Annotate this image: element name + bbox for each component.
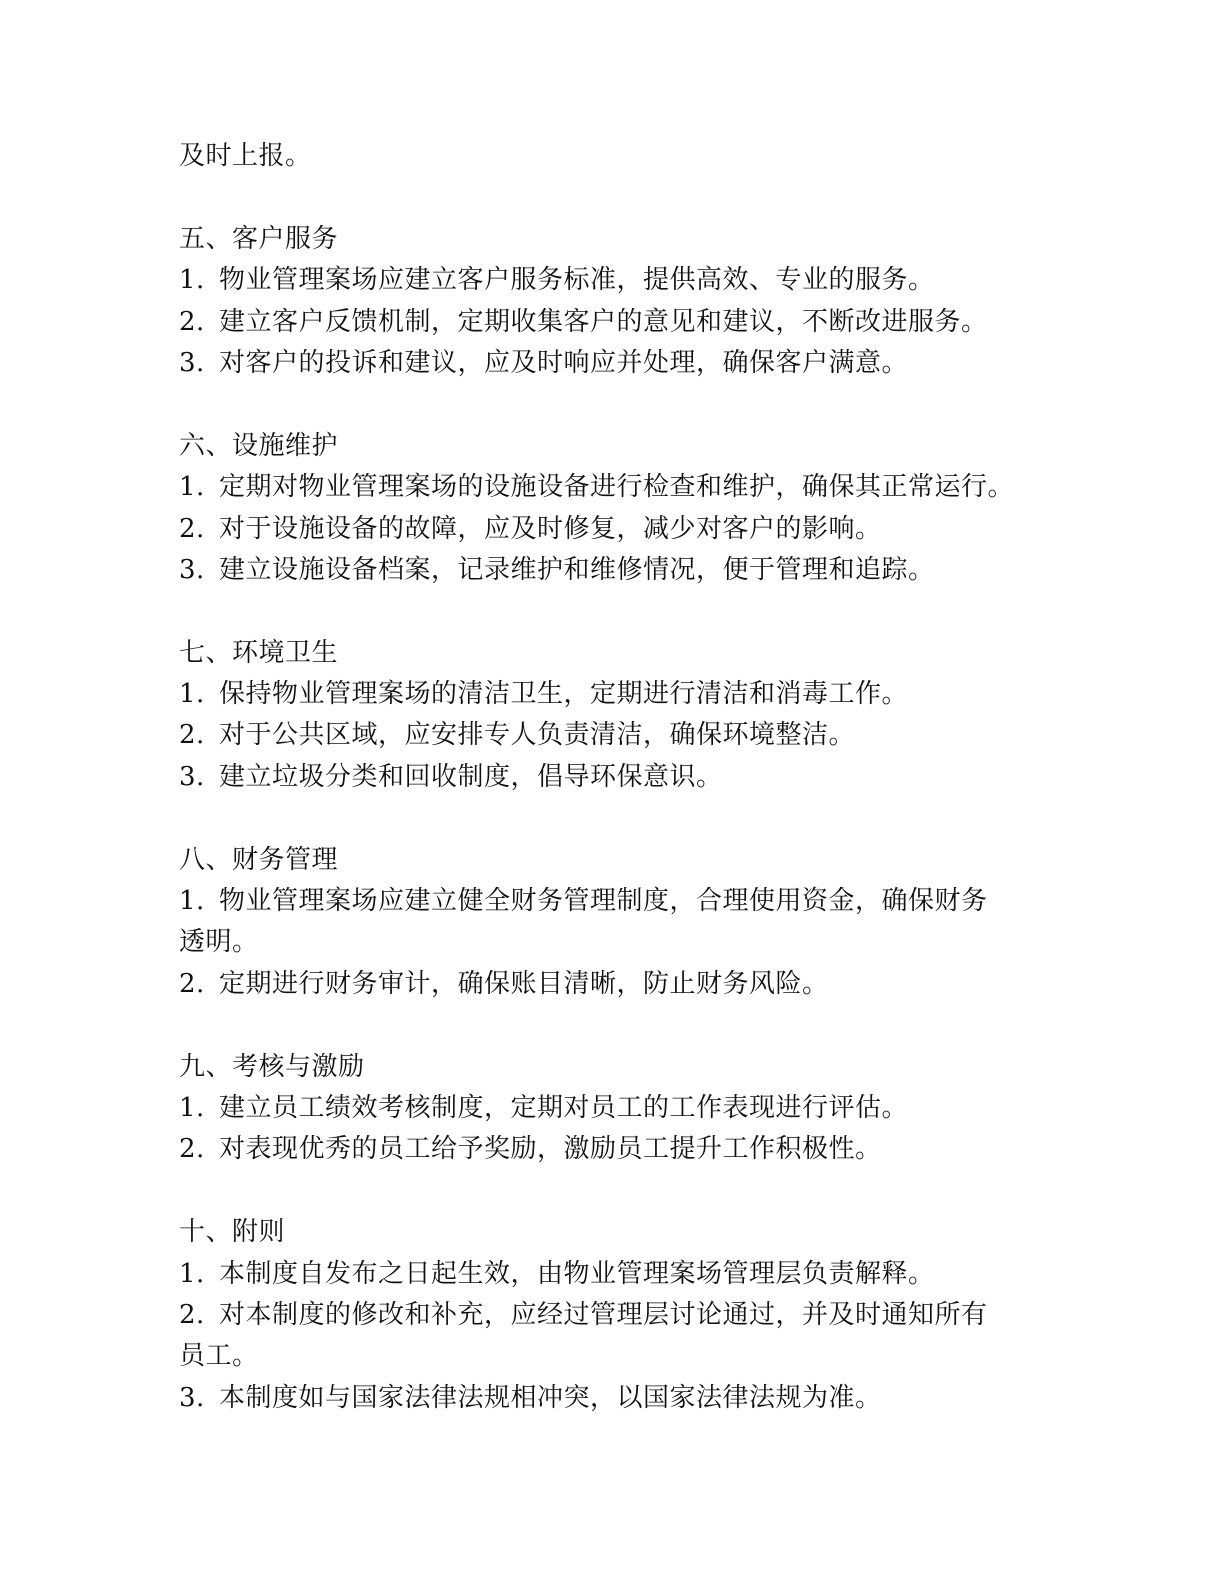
list-item-number: 1. (179, 679, 205, 710)
list-item-number: 2. (179, 1299, 205, 1330)
list-item-number: 3. (179, 1382, 205, 1413)
list-item-text: 对本制度的修改和补充，应经过管理层讨论通过，并及时通知所有 (219, 1299, 988, 1330)
section-heading: 八、财务管理 (179, 844, 339, 875)
paragraph-gap (179, 1171, 1049, 1212)
list-item (179, 509, 1049, 550)
list-item-text: 物业管理案场应建立健全财务管理制度，合理使用资金，确保财务 (219, 886, 988, 917)
list-item-number: 3. (179, 347, 205, 378)
list-item-number: 1. (179, 1258, 205, 1289)
list-item-text: 建立客户反馈机制，定期收集客户的意见和建议，不断改进服务。 (219, 306, 988, 337)
list-item-text: 建立垃圾分类和回收制度，倡导环保意识。 (219, 761, 723, 792)
list-item (179, 1254, 1049, 1295)
list-item-number: 3. (179, 554, 205, 585)
list-item (179, 1088, 1049, 1129)
list-item (179, 260, 1049, 301)
list-item-text: 对于公共区域，应安排专人负责清洁，确保环境整洁。 (219, 720, 856, 751)
list-item-number: 2. (179, 720, 205, 751)
document-page (179, 136, 1049, 1419)
list-item (179, 881, 1049, 922)
list-item (179, 674, 1049, 715)
list-item-text: 员工。 (179, 1341, 259, 1372)
paragraph-gap (179, 798, 1049, 839)
list-item-text: 对客户的投诉和建议，应及时响应并处理，确保客户满意。 (219, 347, 909, 378)
section-heading: 五、客户服务 (179, 223, 339, 254)
list-item-continuation (179, 922, 1049, 963)
section-heading: 六、设施维护 (179, 430, 339, 461)
list-item (179, 757, 1049, 798)
list-item-number: 1. (179, 472, 205, 503)
list-item (179, 715, 1049, 756)
list-item (179, 964, 1049, 1005)
list-item (179, 550, 1049, 591)
list-item-text: 对于设施设备的故障，应及时修复，减少对客户的影响。 (219, 513, 882, 544)
list-item-text: 建立员工绩效考核制度，定期对员工的工作表现进行评估。 (219, 1092, 909, 1123)
list-item-text: 本制度如与国家法律法规相冲突，以国家法律法规为准。 (219, 1382, 882, 1413)
section-heading: 十、附则 (179, 1217, 286, 1248)
list-item-number: 1. (179, 886, 205, 917)
list-item (179, 343, 1049, 384)
intro-line: 及时上报。 (179, 141, 312, 171)
list-item (179, 1129, 1049, 1170)
list-item (179, 467, 1049, 508)
list-item (179, 1295, 1049, 1336)
section-heading: 七、环境卫生 (179, 637, 339, 668)
list-item-number: 2. (179, 1134, 205, 1165)
paragraph-gap (179, 384, 1049, 425)
section-heading: 九、考核与激励 (179, 1051, 365, 1082)
list-item-text: 本制度自发布之日起生效，由物业管理案场管理层负责解释。 (219, 1258, 935, 1289)
list-item (179, 1378, 1049, 1419)
paragraph-gap (179, 591, 1049, 632)
document-sections (179, 177, 1049, 1419)
list-item-number: 1. (179, 1092, 205, 1123)
list-item-text: 对表现优秀的员工给予奖励，激励员工提升工作积极性。 (219, 1134, 882, 1165)
list-item-number: 1. (179, 265, 205, 296)
list-item-text: 建立设施设备档案，记录维护和维修情况，便于管理和追踪。 (219, 554, 935, 585)
paragraph-gap (179, 1005, 1049, 1046)
list-item-text: 定期对物业管理案场的设施设备进行检查和维护，确保其正常运行。 (219, 472, 1015, 503)
list-item-number: 2. (179, 306, 205, 337)
list-item-number: 3. (179, 761, 205, 792)
list-item-text: 保持物业管理案场的清洁卫生，定期进行清洁和消毒工作。 (219, 679, 909, 710)
list-item-text: 透明。 (179, 927, 259, 958)
list-item-number: 2. (179, 513, 205, 544)
list-item-continuation (179, 1336, 1049, 1377)
paragraph-gap (179, 177, 1049, 218)
list-item-text: 定期进行财务审计，确保账目清晰，防止财务风险。 (219, 968, 829, 999)
list-item-text: 物业管理案场应建立客户服务标准，提供高效、专业的服务。 (219, 265, 935, 296)
list-item-number: 2. (179, 968, 205, 999)
list-item (179, 302, 1049, 343)
